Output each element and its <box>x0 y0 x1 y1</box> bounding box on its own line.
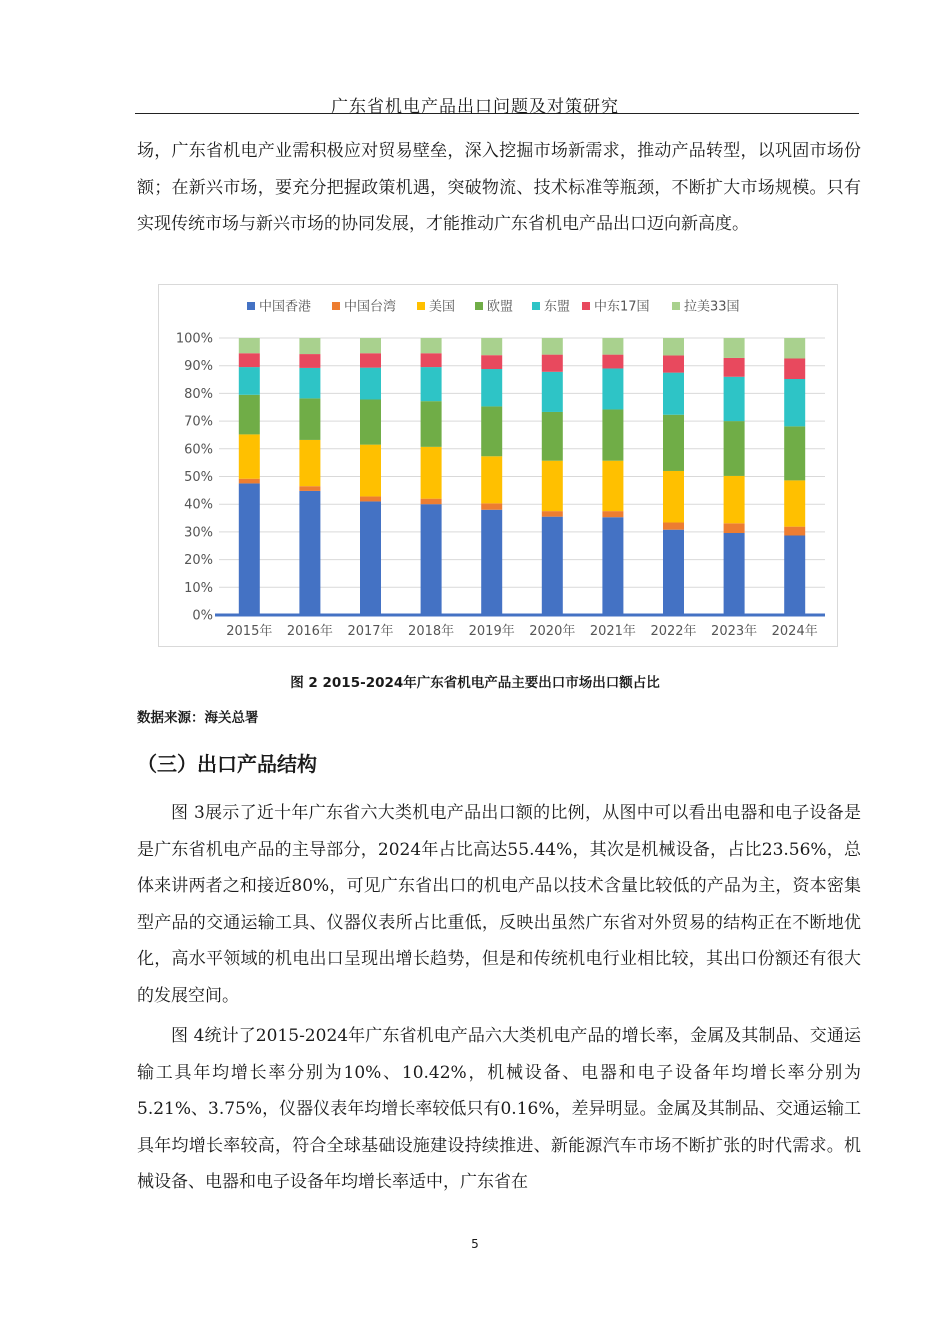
x-tick-label: 2015年 <box>226 624 273 639</box>
legend-label: 中国台湾 <box>344 299 397 315</box>
bar-segment <box>724 476 745 523</box>
bar-segment <box>299 338 320 354</box>
bar-segment <box>663 373 684 415</box>
bar-segment <box>239 338 260 353</box>
bar-segment <box>360 368 381 400</box>
bar-segment <box>542 412 563 461</box>
bar-segment <box>299 398 320 440</box>
bar-segment <box>299 354 320 368</box>
bar-segment <box>360 501 381 615</box>
bar-segment <box>663 522 684 529</box>
legend-swatch <box>582 302 590 310</box>
bar-segment <box>784 379 805 426</box>
legend-label: 中国香港 <box>259 299 312 315</box>
bar-segment <box>542 372 563 412</box>
bar-segment <box>542 517 563 615</box>
bar-segment <box>299 368 320 398</box>
y-tick-label: 60% <box>184 442 213 458</box>
bar-segment <box>602 511 623 517</box>
y-tick-label: 90% <box>184 359 213 375</box>
bar-segment <box>360 496 381 501</box>
x-tick-label: 2019年 <box>468 624 515 639</box>
bar-segment <box>239 353 260 367</box>
x-tick-label: 2016年 <box>286 624 333 639</box>
x-tick-label: 2024年 <box>771 624 818 639</box>
bar-segment <box>663 530 684 615</box>
bar-segment <box>360 399 381 444</box>
legend-label: 中东17国 <box>594 299 650 315</box>
bar-segment <box>360 338 381 353</box>
bar-segment <box>724 377 745 421</box>
data-source-note: 数据来源：海关总署 <box>137 710 259 726</box>
bar-segment <box>239 483 260 615</box>
bar-segment <box>784 480 805 526</box>
bar-segment <box>784 426 805 480</box>
running-header: 广东省机电产品出口问题及对策研究 <box>331 97 619 117</box>
bar-segment <box>481 503 502 509</box>
bar-segment <box>663 415 684 471</box>
bar-segment <box>663 355 684 372</box>
bar-segment <box>421 353 442 367</box>
bar-segment <box>481 369 502 406</box>
bar-segment <box>602 368 623 409</box>
bar-segment <box>421 338 442 353</box>
y-tick-label: 70% <box>184 414 213 430</box>
bar-segment <box>299 486 320 491</box>
x-tick-label: 2017年 <box>347 624 394 639</box>
page-number: 5 <box>471 1237 479 1251</box>
y-tick-label: 0% <box>192 608 213 624</box>
bar-segment <box>602 409 623 460</box>
x-tick-label: 2020年 <box>529 624 576 639</box>
bar-segment <box>299 491 320 615</box>
bar-segment <box>663 471 684 523</box>
bar-segment <box>481 406 502 456</box>
x-tick-label: 2018年 <box>408 624 455 639</box>
section-heading: （三）出口产品结构 <box>137 752 317 776</box>
legend-swatch <box>672 302 680 310</box>
bar-segment <box>421 499 442 505</box>
bar-segment <box>602 517 623 615</box>
legend-swatch <box>332 302 340 310</box>
bar-segment <box>481 510 502 615</box>
legend-swatch <box>532 302 540 310</box>
x-tick-label: 2022年 <box>650 624 697 639</box>
y-tick-label: 40% <box>184 497 213 513</box>
bar-segment <box>542 355 563 372</box>
bar-segment <box>602 355 623 369</box>
bar-segment <box>602 461 623 511</box>
paragraph-growth-rates: 图 4统计了2015-2024年广东省机电产品六大类机电产品的增长率，金属及其制品、交通运输工具年均增长率分别为10%、10.42%，机械设备、电器和电子设备年均增长率分别为5.21%、3.75%，仪器仪表年均增长率较低只有0.16%，差异明显。金属及其制品、交通运输工具年均增长率较高，符合全球基础设施建设持续推进、新能源汽车市场不断扩张的时代需求。机械设备、电器和电子设备年均增长率适中，广东省在 <box>137 1026 861 1192</box>
bar-segment <box>239 367 260 395</box>
figure-market-share-chart <box>158 284 838 647</box>
bar-segment <box>724 338 745 358</box>
bar-segment <box>481 338 502 355</box>
bar-segment <box>481 355 502 369</box>
bar-segment <box>421 367 442 401</box>
bar-segment <box>360 353 381 367</box>
legend-label: 美国 <box>429 299 456 315</box>
bar-segment <box>239 395 260 435</box>
bar-segment <box>421 447 442 499</box>
legend-label: 欧盟 <box>487 299 514 315</box>
y-tick-label: 100% <box>175 331 213 347</box>
bar-segment <box>602 338 623 355</box>
legend-swatch <box>247 302 255 310</box>
bar-segment <box>784 358 805 378</box>
y-tick-label: 20% <box>184 553 213 569</box>
legend-label: 东盟 <box>544 299 571 315</box>
header-rule <box>135 113 859 114</box>
bar-segment <box>481 456 502 503</box>
y-tick-label: 50% <box>184 470 213 485</box>
stacked-bar-chart <box>159 285 837 646</box>
paragraph-market-strategy: 场，广东省机电产业需积极应对贸易壁垒，深入挖掘市场新需求，推动产品转型，以巩固市场份额；在新兴市场，要充分把握政策机遇，突破物流、技术标准等瓶颈，不断扩大市场规模。只有实现传统市场与新兴市场的协同发展，才能推动广东省机电产品出口迈向新高度。 <box>137 141 861 234</box>
paragraph-product-structure: 图 3展示了近十年广东省六大类机电产品出口额的比例，从图中可以看出电器和电子设备是是广东省机电产品的主导部分，2024年占比高达55.44%，其次是机械设备，占比23.56%，总体来讲两者之和接近80%，可见广东省出口的机电产品以技术含量比较低的产品为主，资本密集型产品的交通运输工具、仪器仪表所占比重低，反映出虽然广东省对外贸易的结构正在不断地优化，高水平领域的机电出口呈现出增长趋势，但是和传统机电行业相比较，其出口份额还有很大的发展空间。 <box>137 803 861 1006</box>
bar-segment <box>360 445 381 497</box>
bar-segment <box>542 461 563 511</box>
legend-swatch <box>475 302 483 310</box>
bar-segment <box>421 504 442 615</box>
bar-segment <box>421 401 442 447</box>
legend-label: 拉美33国 <box>684 299 740 315</box>
bar-segment <box>542 511 563 517</box>
bar-segment <box>542 338 563 355</box>
bar-segment <box>784 536 805 615</box>
bar-segment <box>663 338 684 355</box>
bar-segment <box>784 338 805 358</box>
bar-segment <box>724 533 745 615</box>
y-tick-label: 10% <box>184 580 213 596</box>
bar-segment <box>724 358 745 377</box>
x-tick-label: 2023年 <box>711 624 758 639</box>
bar-segment <box>784 527 805 536</box>
bar-segment <box>239 479 260 484</box>
x-tick-label: 2021年 <box>589 624 636 639</box>
bar-segment <box>724 421 745 476</box>
bar-segment <box>239 434 260 478</box>
bar-segment <box>299 440 320 486</box>
bar-segment <box>724 523 745 533</box>
y-tick-label: 80% <box>184 386 213 402</box>
legend-swatch <box>417 302 425 310</box>
y-tick-label: 30% <box>184 525 213 541</box>
figure-caption: 图 2 2015-2024年广东省机电产品主要出口市场出口额占比 <box>290 675 660 691</box>
